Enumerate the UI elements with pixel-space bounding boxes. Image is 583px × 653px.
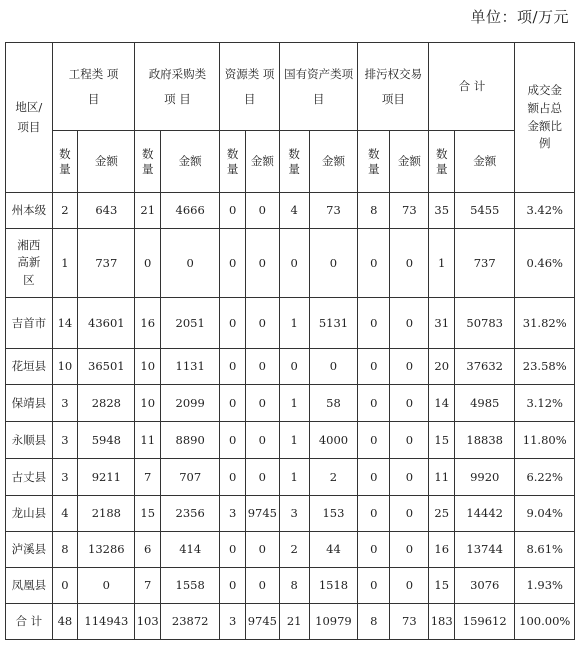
header-count: 数量 bbox=[135, 131, 160, 193]
amount-cell: 643 bbox=[78, 193, 135, 229]
count-cell: 0 bbox=[220, 568, 245, 604]
amount-cell: 2 bbox=[309, 459, 358, 496]
count-cell: 0 bbox=[358, 459, 390, 496]
count-cell: 8 bbox=[52, 532, 77, 568]
count-cell: 0 bbox=[220, 532, 245, 568]
header-region: 地区/项目 bbox=[6, 43, 53, 193]
count-cell: 0 bbox=[358, 532, 390, 568]
table-row bbox=[6, 298, 575, 349]
table-row bbox=[6, 229, 575, 298]
header-count: 数量 bbox=[220, 131, 245, 193]
amount-cell: 9211 bbox=[78, 459, 135, 496]
count-cell: 0 bbox=[220, 385, 245, 422]
region-cell: 永顺县 bbox=[6, 422, 53, 459]
header-ratio: 成交金额占总金额比例 bbox=[515, 43, 575, 193]
amount-cell: 14442 bbox=[454, 496, 515, 532]
amount-cell: 0 bbox=[390, 532, 429, 568]
table-row bbox=[6, 496, 575, 532]
table-row bbox=[6, 459, 575, 496]
header-count: 数量 bbox=[52, 131, 77, 193]
amount-cell: 737 bbox=[454, 229, 515, 298]
amount-cell: 737 bbox=[78, 229, 135, 298]
count-cell: 10 bbox=[52, 349, 77, 385]
table-row bbox=[6, 193, 575, 229]
amount-cell: 0 bbox=[390, 459, 429, 496]
count-cell: 0 bbox=[358, 298, 390, 349]
region-cell: 保靖县 bbox=[6, 385, 53, 422]
count-cell: 0 bbox=[358, 422, 390, 459]
count-cell: 0 bbox=[279, 229, 309, 298]
count-cell: 0 bbox=[220, 298, 245, 349]
amount-cell: 0 bbox=[390, 229, 429, 298]
header-category-procurement: 政府采购类 项 目 bbox=[135, 43, 220, 131]
amount-cell: 0 bbox=[245, 193, 279, 229]
amount-cell: 0 bbox=[160, 229, 219, 298]
unit-label: 单位：项/万元 bbox=[470, 8, 569, 26]
count-cell: 1 bbox=[52, 229, 77, 298]
count-cell: 0 bbox=[220, 193, 245, 229]
count-cell: 4 bbox=[279, 193, 309, 229]
amount-cell: 0 bbox=[390, 298, 429, 349]
count-cell: 10 bbox=[135, 385, 160, 422]
amount-cell: 0 bbox=[309, 229, 358, 298]
amount-cell: 707 bbox=[160, 459, 219, 496]
amount-cell: 0 bbox=[309, 349, 358, 385]
ratio-cell: 9.04% bbox=[515, 496, 575, 532]
amount-cell: 58 bbox=[309, 385, 358, 422]
header-amount: 金额 bbox=[78, 131, 135, 193]
amount-cell: 2051 bbox=[160, 298, 219, 349]
count-cell: 0 bbox=[358, 349, 390, 385]
count-cell: 3 bbox=[220, 604, 245, 640]
header-amount: 金额 bbox=[309, 131, 358, 193]
count-cell: 6 bbox=[135, 532, 160, 568]
region-cell: 州本级 bbox=[6, 193, 53, 229]
ratio-cell: 6.22% bbox=[515, 459, 575, 496]
header-amount: 金额 bbox=[390, 131, 429, 193]
count-cell: 0 bbox=[358, 229, 390, 298]
count-cell: 4 bbox=[52, 496, 77, 532]
amount-cell: 43601 bbox=[78, 298, 135, 349]
region-cell: 泸溪县 bbox=[6, 532, 53, 568]
amount-cell: 2099 bbox=[160, 385, 219, 422]
amount-cell: 0 bbox=[245, 459, 279, 496]
count-cell: 3 bbox=[279, 496, 309, 532]
ratio-cell: 31.82% bbox=[515, 298, 575, 349]
header-amount: 金额 bbox=[454, 131, 515, 193]
count-cell: 0 bbox=[358, 496, 390, 532]
amount-cell: 1131 bbox=[160, 349, 219, 385]
amount-cell: 159612 bbox=[454, 604, 515, 640]
count-cell: 14 bbox=[429, 385, 454, 422]
count-cell: 0 bbox=[52, 568, 77, 604]
count-cell: 0 bbox=[358, 568, 390, 604]
amount-cell: 18838 bbox=[454, 422, 515, 459]
header-category-total: 合 计 bbox=[429, 43, 515, 131]
count-cell: 8 bbox=[279, 568, 309, 604]
count-cell: 2 bbox=[279, 532, 309, 568]
count-cell: 21 bbox=[279, 604, 309, 640]
table-row bbox=[6, 422, 575, 459]
count-cell: 0 bbox=[358, 385, 390, 422]
count-cell: 1 bbox=[279, 459, 309, 496]
amount-cell: 0 bbox=[390, 422, 429, 459]
count-cell: 3 bbox=[52, 385, 77, 422]
count-cell: 8 bbox=[358, 604, 390, 640]
header-count: 数量 bbox=[279, 131, 309, 193]
count-cell: 3 bbox=[220, 496, 245, 532]
header-count: 数量 bbox=[429, 131, 454, 193]
count-cell: 3 bbox=[52, 422, 77, 459]
count-cell: 48 bbox=[52, 604, 77, 640]
count-cell: 15 bbox=[429, 422, 454, 459]
amount-cell: 4000 bbox=[309, 422, 358, 459]
count-cell: 2 bbox=[52, 193, 77, 229]
amount-cell: 23872 bbox=[160, 604, 219, 640]
amount-cell: 1558 bbox=[160, 568, 219, 604]
count-cell: 20 bbox=[429, 349, 454, 385]
count-cell: 7 bbox=[135, 568, 160, 604]
amount-cell: 37632 bbox=[454, 349, 515, 385]
ratio-cell: 8.61% bbox=[515, 532, 575, 568]
count-cell: 183 bbox=[429, 604, 454, 640]
amount-cell: 13286 bbox=[78, 532, 135, 568]
header-category-resources: 资源类 项 目 bbox=[220, 43, 279, 131]
amount-cell: 5948 bbox=[78, 422, 135, 459]
region-cell: 吉首市 bbox=[6, 298, 53, 349]
amount-cell: 4985 bbox=[454, 385, 515, 422]
amount-cell: 0 bbox=[390, 385, 429, 422]
amount-cell: 1518 bbox=[309, 568, 358, 604]
ratio-cell: 3.42% bbox=[515, 193, 575, 229]
count-cell: 0 bbox=[279, 349, 309, 385]
region-cell: 龙山县 bbox=[6, 496, 53, 532]
ratio-cell: 11.80% bbox=[515, 422, 575, 459]
count-cell: 15 bbox=[429, 568, 454, 604]
amount-cell: 0 bbox=[390, 496, 429, 532]
count-cell: 0 bbox=[220, 459, 245, 496]
amount-cell: 0 bbox=[245, 422, 279, 459]
header-category-emissions: 排污权交易 项目 bbox=[358, 43, 429, 131]
region-cell: 合 计 bbox=[6, 604, 53, 640]
amount-cell: 73 bbox=[309, 193, 358, 229]
table-row bbox=[6, 385, 575, 422]
region-cell: 湘西高新区 bbox=[6, 229, 53, 298]
table-total-row bbox=[6, 604, 575, 640]
amount-cell: 2828 bbox=[78, 385, 135, 422]
count-cell: 8 bbox=[358, 193, 390, 229]
ratio-cell: 23.58% bbox=[515, 349, 575, 385]
table-row bbox=[6, 349, 575, 385]
amount-cell: 0 bbox=[245, 568, 279, 604]
ratio-cell: 3.12% bbox=[515, 385, 575, 422]
amount-cell: 0 bbox=[245, 298, 279, 349]
count-cell: 16 bbox=[135, 298, 160, 349]
table-row bbox=[6, 532, 575, 568]
amount-cell: 0 bbox=[390, 349, 429, 385]
header-count: 数量 bbox=[358, 131, 390, 193]
count-cell: 25 bbox=[429, 496, 454, 532]
amount-cell: 50783 bbox=[454, 298, 515, 349]
header-category-state-assets: 国有资产类项目 bbox=[279, 43, 358, 131]
header-category-engineering: 工程类 项 目 bbox=[52, 43, 135, 131]
count-cell: 1 bbox=[279, 298, 309, 349]
amount-cell: 5131 bbox=[309, 298, 358, 349]
amount-cell: 44 bbox=[309, 532, 358, 568]
count-cell: 3 bbox=[52, 459, 77, 496]
amount-cell: 0 bbox=[78, 568, 135, 604]
amount-cell: 9920 bbox=[454, 459, 515, 496]
ratio-cell: 0.46% bbox=[515, 229, 575, 298]
count-cell: 1 bbox=[279, 385, 309, 422]
amount-cell: 10979 bbox=[309, 604, 358, 640]
count-cell: 35 bbox=[429, 193, 454, 229]
ratio-cell: 100.00% bbox=[515, 604, 575, 640]
amount-cell: 3076 bbox=[454, 568, 515, 604]
amount-cell: 5455 bbox=[454, 193, 515, 229]
count-cell: 0 bbox=[135, 229, 160, 298]
amount-cell: 73 bbox=[390, 604, 429, 640]
amount-cell: 0 bbox=[245, 229, 279, 298]
amount-cell: 0 bbox=[390, 568, 429, 604]
amount-cell: 0 bbox=[245, 385, 279, 422]
statistics-table bbox=[5, 42, 575, 640]
count-cell: 11 bbox=[135, 422, 160, 459]
region-cell: 花垣县 bbox=[6, 349, 53, 385]
amount-cell: 114943 bbox=[78, 604, 135, 640]
count-cell: 0 bbox=[220, 422, 245, 459]
amount-cell: 9745 bbox=[245, 496, 279, 532]
amount-cell: 0 bbox=[245, 349, 279, 385]
amount-cell: 13744 bbox=[454, 532, 515, 568]
header-amount: 金额 bbox=[160, 131, 219, 193]
count-cell: 31 bbox=[429, 298, 454, 349]
count-cell: 15 bbox=[135, 496, 160, 532]
count-cell: 0 bbox=[220, 229, 245, 298]
count-cell: 11 bbox=[429, 459, 454, 496]
count-cell: 103 bbox=[135, 604, 160, 640]
count-cell: 21 bbox=[135, 193, 160, 229]
amount-cell: 0 bbox=[245, 532, 279, 568]
amount-cell: 2356 bbox=[160, 496, 219, 532]
header-amount: 金额 bbox=[245, 131, 279, 193]
amount-cell: 8890 bbox=[160, 422, 219, 459]
count-cell: 0 bbox=[220, 349, 245, 385]
amount-cell: 9745 bbox=[245, 604, 279, 640]
count-cell: 16 bbox=[429, 532, 454, 568]
count-cell: 1 bbox=[429, 229, 454, 298]
ratio-cell: 1.93% bbox=[515, 568, 575, 604]
region-cell: 凤凰县 bbox=[6, 568, 53, 604]
table-row bbox=[6, 568, 575, 604]
region-cell: 古丈县 bbox=[6, 459, 53, 496]
amount-cell: 2188 bbox=[78, 496, 135, 532]
count-cell: 10 bbox=[135, 349, 160, 385]
amount-cell: 73 bbox=[390, 193, 429, 229]
count-cell: 14 bbox=[52, 298, 77, 349]
count-cell: 7 bbox=[135, 459, 160, 496]
amount-cell: 414 bbox=[160, 532, 219, 568]
amount-cell: 36501 bbox=[78, 349, 135, 385]
amount-cell: 153 bbox=[309, 496, 358, 532]
amount-cell: 4666 bbox=[160, 193, 219, 229]
count-cell: 1 bbox=[279, 422, 309, 459]
